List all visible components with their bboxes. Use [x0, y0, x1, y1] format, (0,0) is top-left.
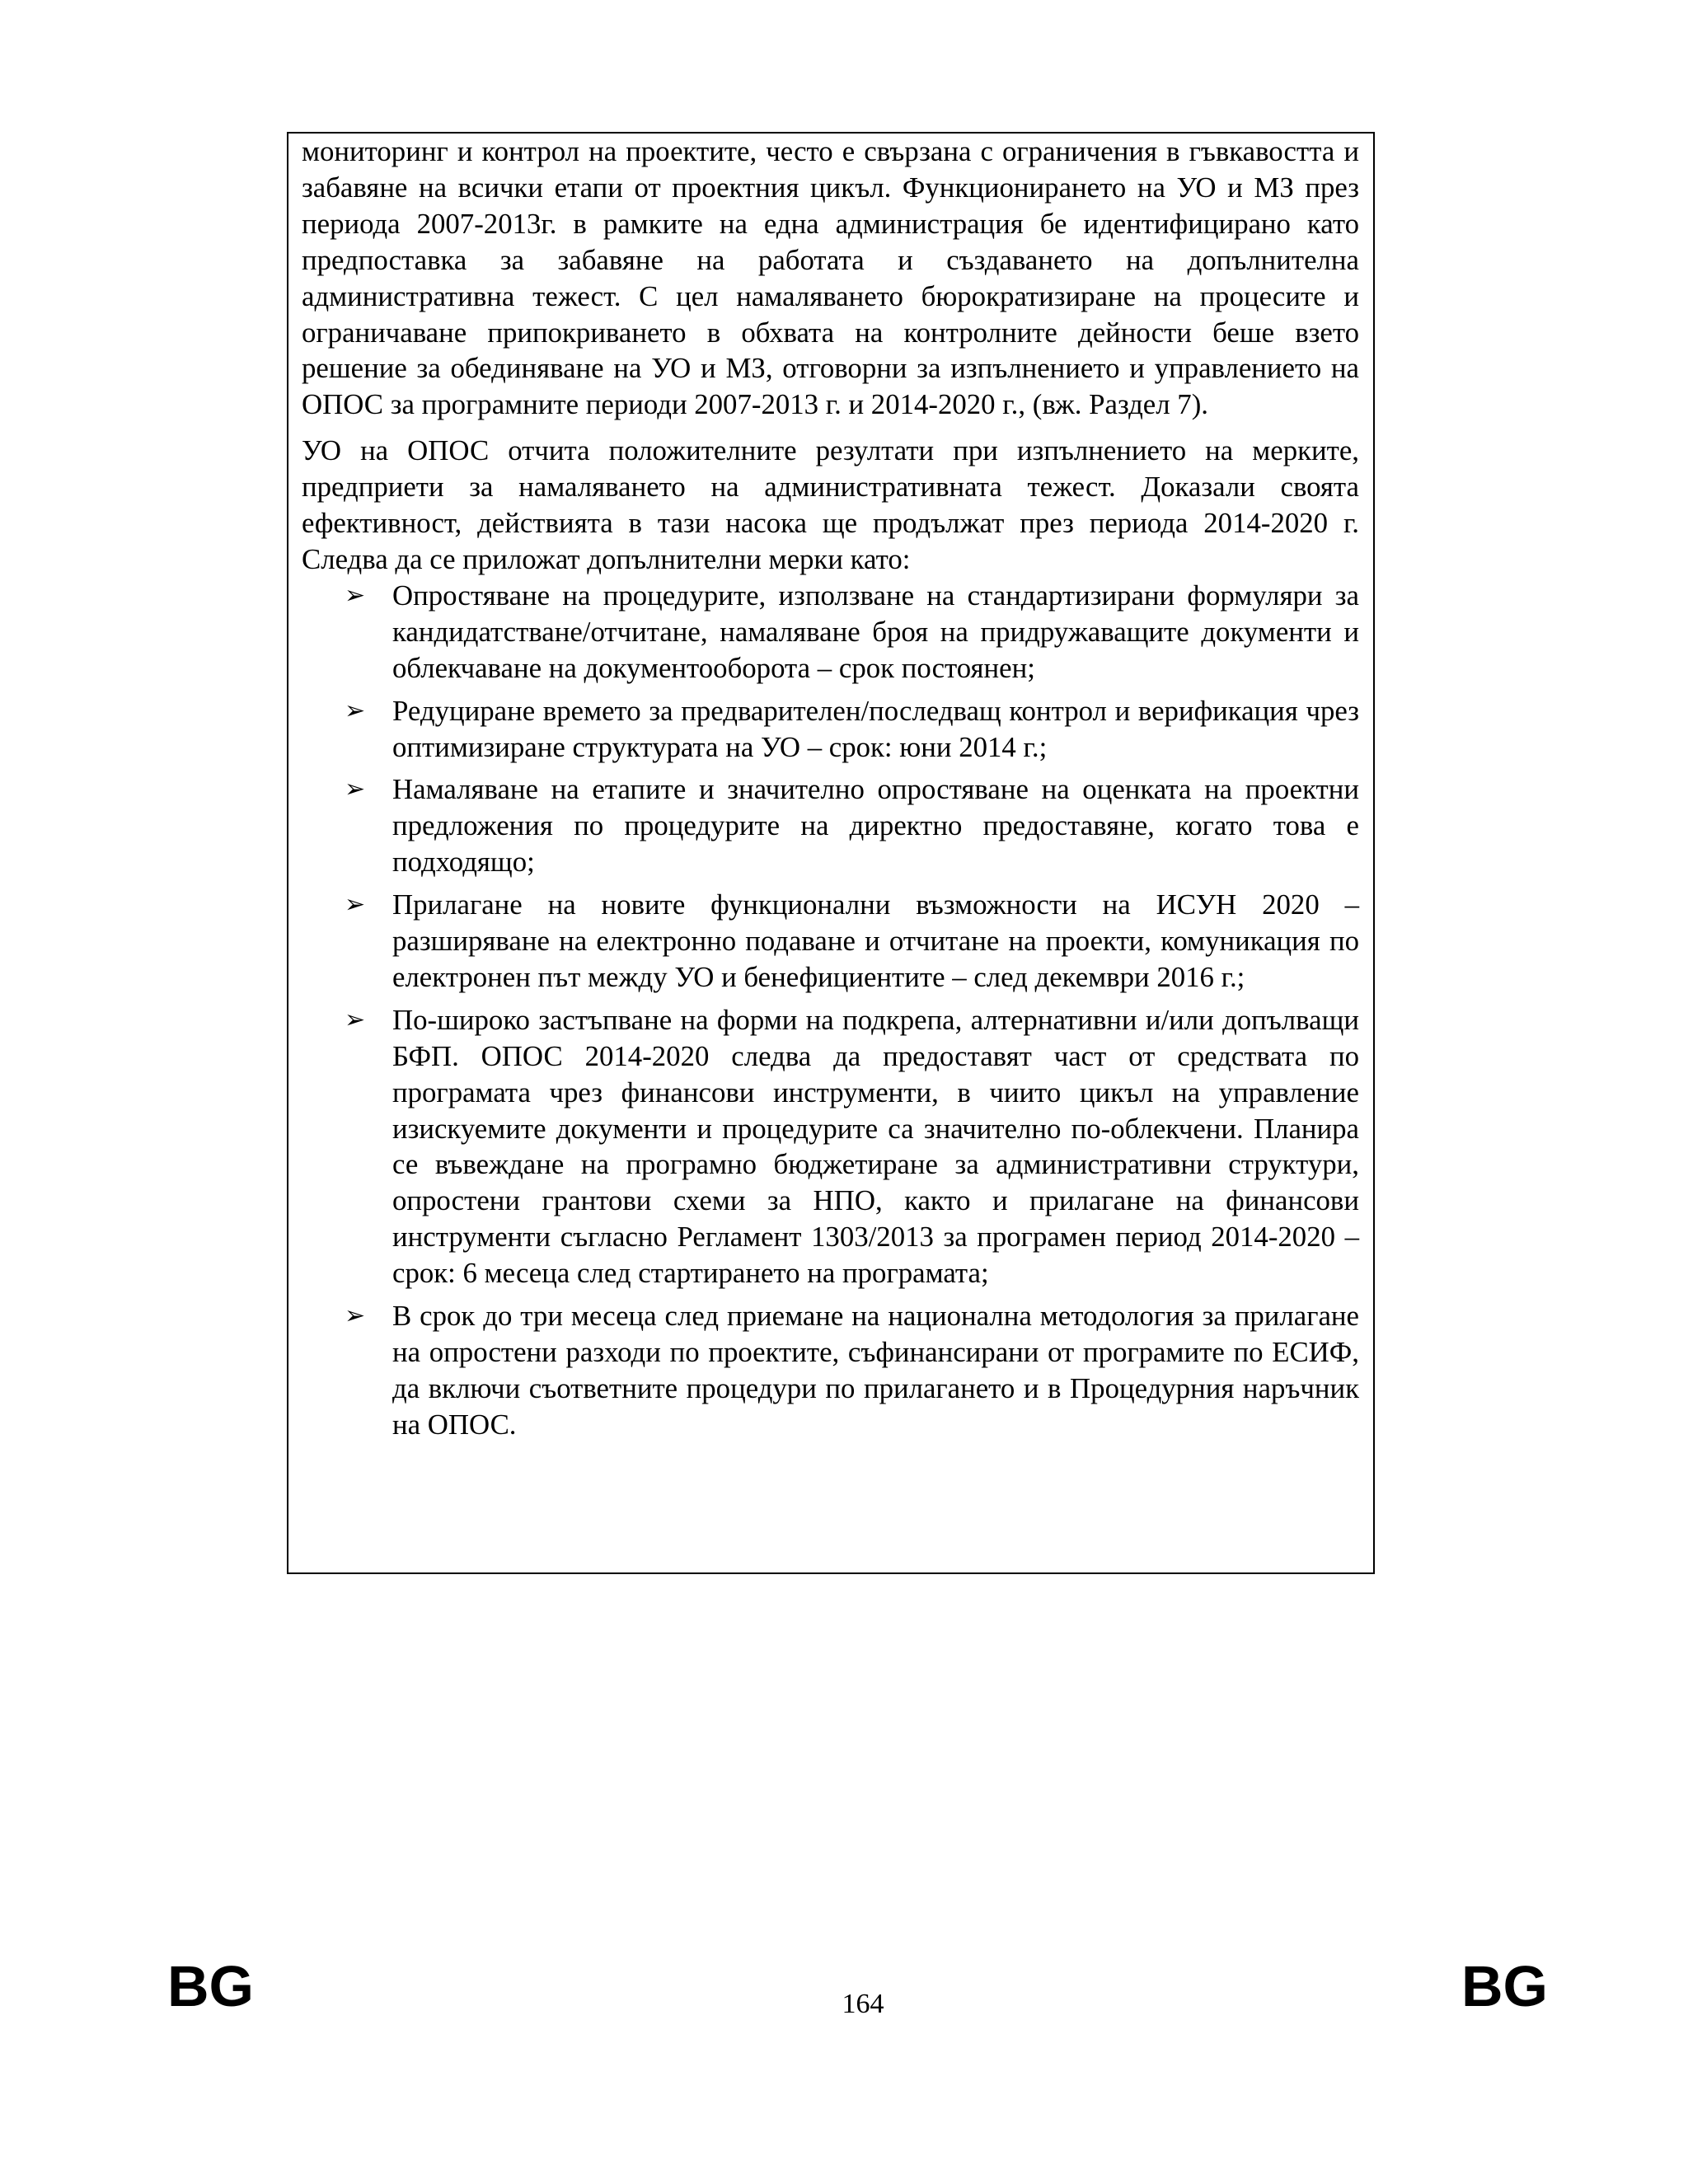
list-item-text: Редуциране времето за предварителен/последващ контрол и верификация чрез оптимизиране структурата на УО – срок: юни 2014 г.;: [392, 694, 1359, 763]
language-tag-left: BG: [167, 1954, 254, 2018]
text-box: [287, 132, 1375, 1574]
arrowhead-bullet-icon: ➢: [345, 775, 366, 804]
list-item: [345, 693, 1359, 766]
list-item: [345, 1298, 1359, 1443]
arrowhead-bullet-icon: ➢: [345, 890, 366, 920]
list-item: [345, 771, 1359, 880]
list-item: [345, 887, 1359, 996]
measures-list: [302, 578, 1359, 1443]
page-number: 164: [842, 1989, 884, 2019]
list-item-text: Намаляване на етапите и значително опростяване на оценката на проектни предложения по процедурите на директно предоставяне, когато това е подходящо;: [392, 773, 1359, 879]
list-item-text: По-широко застъпване на форми на подкрепа, алтернативни и/или допълващи БФП. ОПОС 2014-2020 следва да предоставят част от средствата по програмата чрез финансови инструменти, в чиито цикъл на управление изискуемите документи и процедурите са значително по-облекчени. Планира се въвеждане на програмно бюджетиране за административни структури, опростени грантови схеми за НПО, както и прилагане на финансови инструменти съгласно Регламент 1303/2013 за програмен период 2014-2020 – срок: 6 месеца след стартирането на програмата;: [392, 1003, 1359, 1290]
list-item-text: Опростяване на процедурите, използване на стандартизирани формуляри за кандидатстване/отчитане, намаляване броя на придружаващите документи и облекчаване на документооборота – срок постоянен;: [392, 579, 1359, 684]
arrowhead-bullet-icon: ➢: [345, 696, 366, 725]
list-item-text: В срок до три месеца след приемане на национална методология за прилагане на опростени разходи по проектите, съфинансирани от програмите по ЕСИФ, да включи съответните процедури по прилагането и в Процедурния наръчник на ОПОС.: [392, 1300, 1359, 1441]
language-tag-right: BG: [1461, 1954, 1548, 2018]
list-item: [345, 578, 1359, 687]
paragraph-measures: УО на ОПОС отчита положителните резултати при изпълнението на мерките, предприети за намаляването на административната тежест. Доказали своята ефективност, действията в тази насока ще продължат през периода 2014-2020 г. Следва да се приложат допълнителни мерки като:: [302, 434, 1359, 575]
arrowhead-bullet-icon: ➢: [345, 1301, 366, 1331]
list-item: [345, 1002, 1359, 1291]
arrowhead-bullet-icon: ➢: [345, 580, 366, 610]
list-item-text: Прилагане на новите функционални възможности на ИСУН 2020 – разширяване на електронно подаване и отчитане на проекти, комуникация по електронен път между УО и бенефициентите – след декември 2016 г.;: [392, 888, 1359, 993]
paragraph-intro: мониторинг и контрол на проектите, често е свързана с ограничения в гъвкавостта и забавяне на всички етапи от проектния цикъл. Функционирането на УО и МЗ през периода 2007-2013г. в рамките на една администрация бе идентифицирано като предпоставка за забавяне на работата и създаването на допълнителна административна тежест. С цел намаляването бюрократизиране на процесите и ограничаване припокриването в обхвата на контролните дейности беше взето решение за обединяване на УО и МЗ, отговорни за изпълнението и управлението на ОПОС за програмните периоди 2007-2013 г. и 2014-2020 г., (вж. Раздел 7).: [302, 135, 1359, 421]
arrowhead-bullet-icon: ➢: [345, 1005, 366, 1034]
